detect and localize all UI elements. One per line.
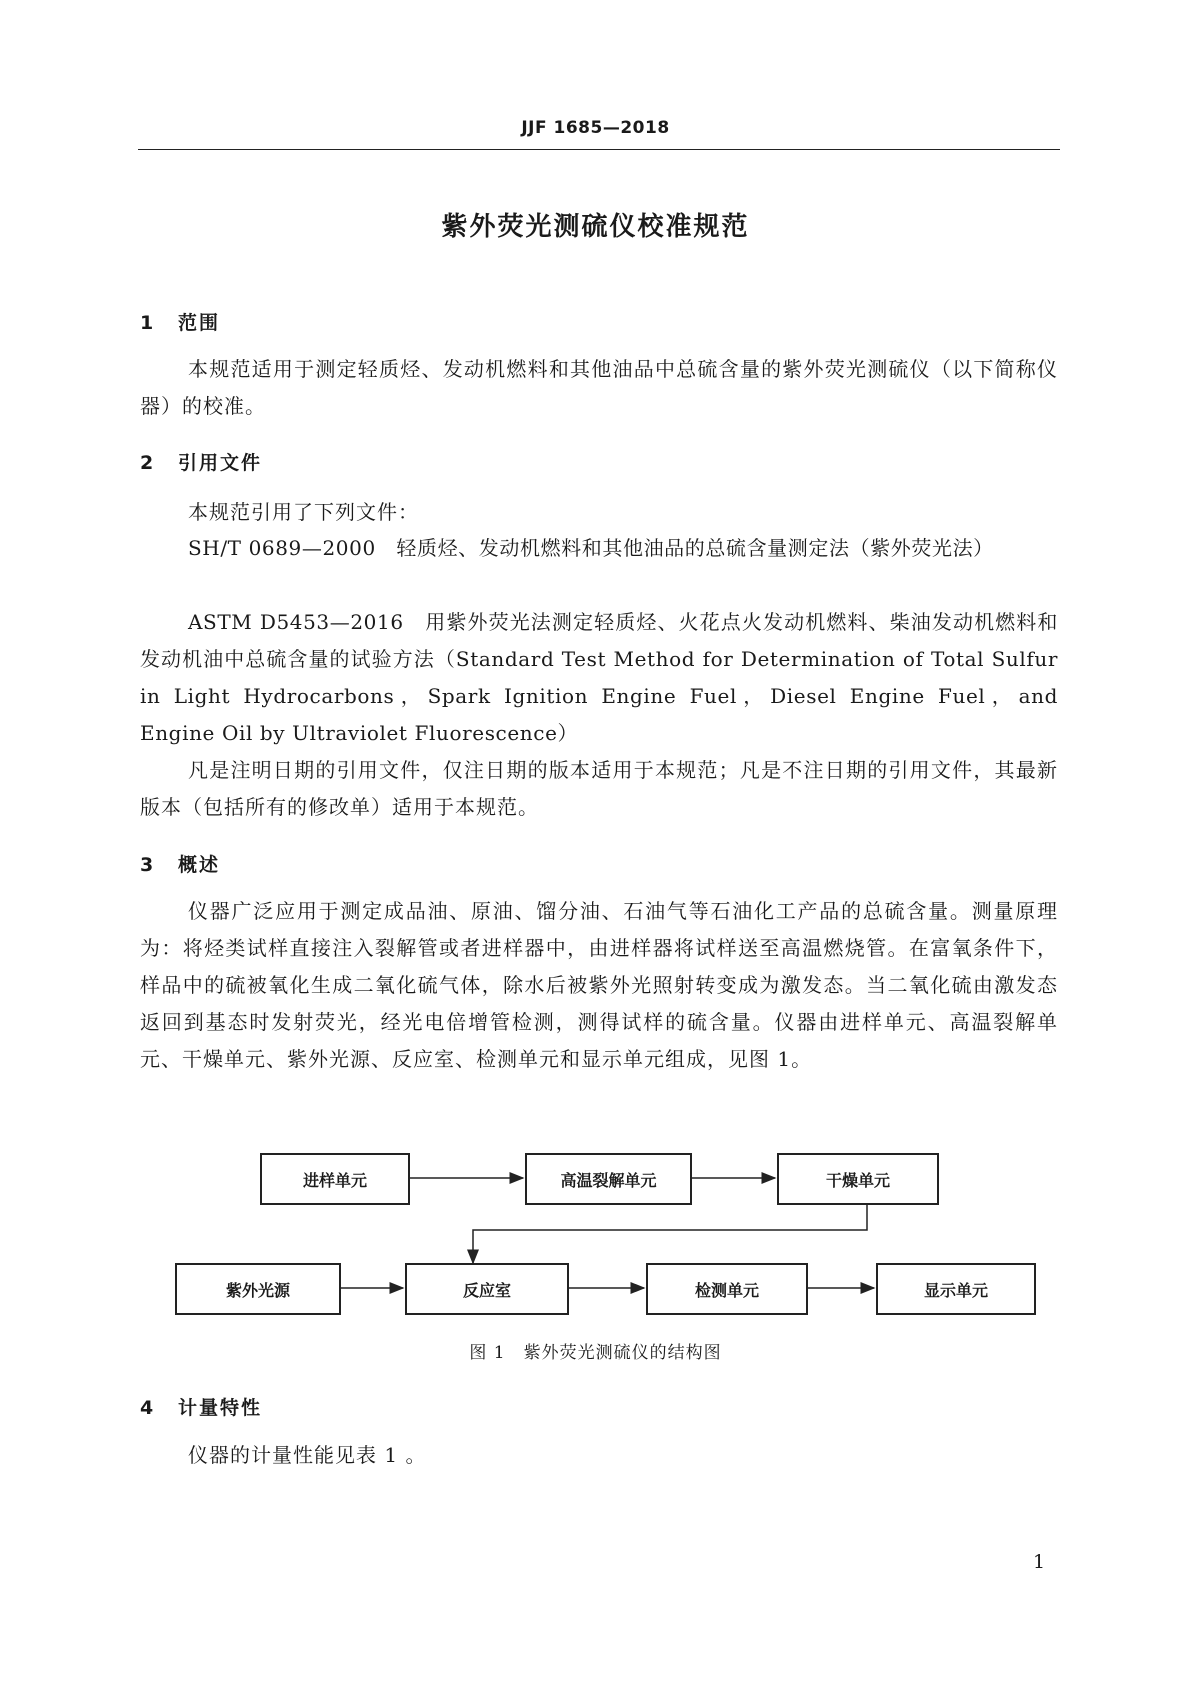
- box-detection-unit: 检测单元: [646, 1263, 808, 1315]
- scope-paragraph: 本规范适用于测定轻质烃、发动机燃料和其他油品中总硫含量的紫外荧光测硫仪（以下简称仪器）的校准。: [140, 357, 1058, 418]
- overview-paragraph: 仪器广泛应用于测定成品油、原油、馏分油、石油气等石油化工产品的总硫含量。测量原理为：将烃类试样直接注入裂解管或者进样器中，由进样器将试样送至高温燃烧管。在富氧条件下，样品中的硫被氧化生成二氧化硫气体，除水后被紫外光照射转变成为激发态。当二氧化硫由激发态返回到基态时发射荧光，经光电倍增管检测，测得试样的硫含量。仪器由进样单元、高温裂解单元、干燥单元、紫外光源、反应室、检测单元和显示单元组成，见图 1。: [140, 899, 1058, 1071]
- box-reaction-chamber: 反应室: [405, 1263, 569, 1315]
- references-intro: 本规范引用了下列文件：: [188, 500, 419, 524]
- section-title: 引用文件: [178, 452, 263, 474]
- section-title: 计量特性: [178, 1397, 263, 1419]
- document-title: 紫外荧光测硫仪校准规范: [441, 212, 750, 242]
- structure-diagram: [170, 1148, 1040, 1323]
- section-heading-references: [140, 448, 262, 475]
- references-note: 凡是注明日期的引用文件，仅注日期的版本适用于本规范；凡是不注日期的引用文件，其最新版本（包括所有的修改单）适用于本规范。: [140, 758, 1058, 819]
- section-number: 4: [140, 1397, 156, 1419]
- box-uv-source: 紫外光源: [175, 1263, 341, 1315]
- document-code: JJF 1685—2018: [521, 118, 670, 138]
- arrow-drying-to-reaction: [473, 1204, 867, 1263]
- section-title: 概述: [178, 854, 221, 876]
- box-drying-unit: 干燥单元: [777, 1153, 939, 1205]
- box-sampling-unit: 进样单元: [260, 1153, 410, 1205]
- section-heading-scope: [140, 308, 220, 335]
- section-number: 2: [140, 452, 156, 474]
- box-display-unit: 显示单元: [876, 1263, 1036, 1315]
- box-pyrolysis-unit: 高温裂解单元: [525, 1153, 692, 1205]
- section-heading-overview: [140, 850, 220, 877]
- reference-item-sh-t-0689: SH/T 0689—2000 轻质烃、发动机燃料和其他油品的总硫含量测定法（紫外荧光法）: [188, 536, 994, 560]
- section-heading-metrology: [140, 1393, 262, 1420]
- section-title: 范围: [178, 312, 221, 334]
- figure-caption: 图 1 紫外荧光测硫仪的结构图: [469, 1343, 722, 1363]
- page-number: 1: [1033, 1551, 1046, 1573]
- section-number: 3: [140, 854, 156, 876]
- header-divider: [138, 149, 1060, 150]
- section-number: 1: [140, 312, 156, 334]
- metrology-paragraph: 仪器的计量性能见表 1 。: [188, 1443, 427, 1467]
- reference-item-astm-d5453: ASTM D5453—2016 用紫外荧光法测定轻质烃、火花点火发动机燃料、柴油发动机燃料和发动机油中总硫含量的试验方法（Standard Test Method for Determination of Total Sulfur in Light Hydrocarbons，Spark Ignition Engine Fuel，Diesel Engine Fuel，and Engine Oil by Ultraviolet Fluorescence）: [140, 610, 1058, 745]
